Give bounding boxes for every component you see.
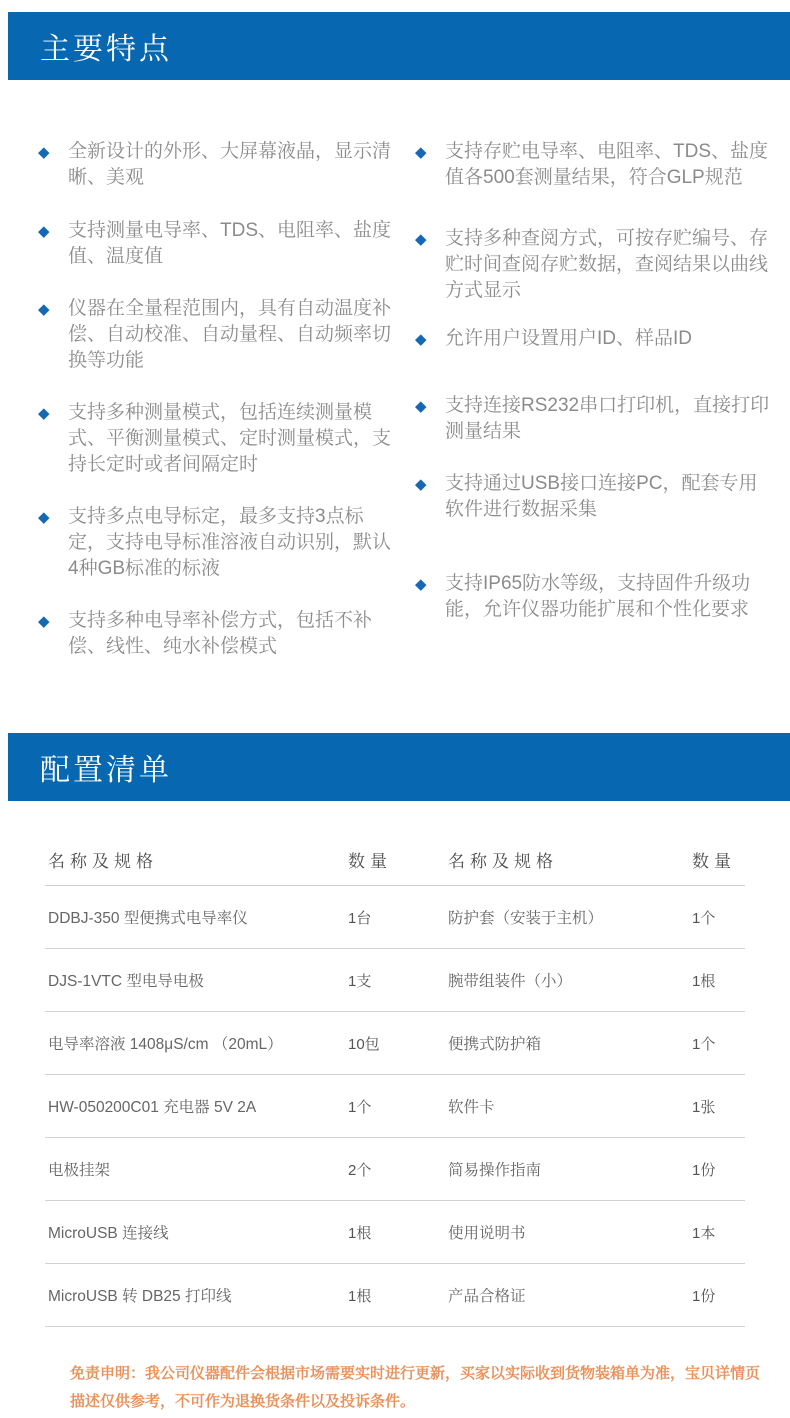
table-row xyxy=(45,1201,745,1264)
config-table xyxy=(45,833,745,1327)
feature-text: 支持多种电导率补偿方式，包括不补偿、线性、纯水补偿模式 xyxy=(68,610,373,657)
features-section-title: 主要特点 xyxy=(40,33,172,66)
item-qty: 1个 xyxy=(348,1098,372,1116)
table-row xyxy=(45,1012,745,1075)
disclaimer-text: 免责申明：我公司仪器配件会根据市场需要实时进行更新，买家以实际收到货物装箱单为准，宝贝详情页描述仅供参考，不可作为退换货条件以及投诉条件。 xyxy=(70,1365,761,1410)
features-column-left xyxy=(38,139,393,660)
feature-item xyxy=(415,471,770,523)
item-name: 电极挂架 xyxy=(48,1162,111,1179)
diamond-bullet-icon: ◆ xyxy=(415,476,427,493)
feature-text: 支持连接RS232串口打印机，直接打印测量结果 xyxy=(445,395,770,442)
features-list xyxy=(0,139,790,660)
diamond-bullet-icon: ◆ xyxy=(415,144,427,161)
item-name: 产品合格证 xyxy=(448,1288,526,1305)
item-qty: 1根 xyxy=(692,972,716,990)
item-name: 简易操作指南 xyxy=(448,1162,542,1179)
table-row xyxy=(45,1264,745,1327)
item-name: 便携式防护箱 xyxy=(448,1036,542,1053)
table-row xyxy=(45,949,745,1012)
feature-item xyxy=(38,218,393,270)
feature-text: 全新设计的外形、大屏幕液晶，显示清晰、美观 xyxy=(68,141,392,188)
table-row xyxy=(45,1075,745,1138)
diamond-bullet-icon: ◆ xyxy=(415,398,427,415)
item-qty: 1份 xyxy=(692,1161,716,1179)
feature-text: 允许用户设置用户ID、样品ID xyxy=(445,328,693,349)
item-qty: 1支 xyxy=(348,972,372,990)
features-column-right xyxy=(415,139,770,660)
diamond-bullet-icon: ◆ xyxy=(38,301,50,318)
config-section-banner xyxy=(8,733,790,801)
feature-text: 支持测量电导率、TDS、电阻率、盐度值、温度值 xyxy=(68,220,392,267)
feature-text: 支持存贮电导率、电阻率、TDS、盐度值各500套测量结果，符合GLP规范 xyxy=(445,141,769,188)
item-qty: 2个 xyxy=(348,1161,372,1179)
feature-text: 支持多点电导标定，最多支持3点标定，支持电导标准溶液自动识别，默认4种GB标准的标液 xyxy=(68,506,392,579)
feature-item xyxy=(415,571,770,623)
feature-text: 支持多种测量模式，包括连续测量模式、平衡测量模式、定时测量模式，支持长定时或者间隔定时 xyxy=(68,402,392,475)
item-qty: 1根 xyxy=(348,1224,372,1242)
diamond-bullet-icon: ◆ xyxy=(415,231,427,248)
item-qty: 1台 xyxy=(348,909,372,927)
feature-item xyxy=(415,139,770,191)
item-name: DDBJ-350 型便携式电导率仪 xyxy=(48,910,248,927)
diamond-bullet-icon: ◆ xyxy=(415,576,427,593)
item-name: HW-050200C01 充电器 5V 2A xyxy=(48,1099,257,1116)
features-section-banner xyxy=(8,12,790,80)
column-header-qty-right: 数量 xyxy=(692,851,736,871)
diamond-bullet-icon: ◆ xyxy=(38,144,50,161)
feature-item xyxy=(38,608,393,660)
item-qty: 1张 xyxy=(692,1098,716,1116)
item-name: MicroUSB 连接线 xyxy=(48,1225,169,1242)
column-header-name-right: 名称及规格 xyxy=(448,851,558,871)
feature-text: 支持通过USB接口连接PC，配套专用软件进行数据采集 xyxy=(445,473,758,520)
item-qty: 1份 xyxy=(692,1287,716,1305)
diamond-bullet-icon: ◆ xyxy=(38,405,50,422)
feature-item xyxy=(38,400,393,478)
item-qty: 1个 xyxy=(692,909,716,927)
table-row xyxy=(45,886,745,949)
feature-item xyxy=(415,326,770,353)
feature-item xyxy=(415,393,770,445)
column-header-name-left: 名称及规格 xyxy=(48,851,158,871)
feature-text: 支持多种查阅方式，可按存贮编号、存贮时间查阅存贮数据，查阅结果以曲线方式显示 xyxy=(445,228,769,301)
table-row xyxy=(45,1138,745,1201)
feature-item xyxy=(415,226,770,304)
feature-item xyxy=(38,139,393,191)
item-qty: 1本 xyxy=(692,1224,716,1242)
item-name: 防护套（安装于主机） xyxy=(448,910,604,927)
feature-item xyxy=(38,296,393,374)
item-name: MicroUSB 转 DB25 打印线 xyxy=(48,1288,232,1305)
item-name: 使用说明书 xyxy=(448,1225,526,1242)
item-qty: 10包 xyxy=(348,1035,380,1053)
feature-text: 支持IP65防水等级，支持固件升级功能，允许仪器功能扩展和个性化要求 xyxy=(445,573,751,620)
config-table-header-row xyxy=(45,833,745,886)
item-name: 软件卡 xyxy=(448,1099,495,1116)
diamond-bullet-icon: ◆ xyxy=(38,223,50,240)
item-name: 腕带组装件（小） xyxy=(448,973,573,990)
feature-item xyxy=(38,504,393,582)
config-section-title: 配置清单 xyxy=(40,754,172,787)
item-name: DJS-1VTC 型电导电极 xyxy=(48,973,204,990)
item-qty: 1个 xyxy=(692,1035,716,1053)
feature-text: 仪器在全量程范围内，具有自动温度补偿、自动校准、自动量程、自动频率切换等功能 xyxy=(68,298,392,371)
diamond-bullet-icon: ◆ xyxy=(38,509,50,526)
item-name: 电导率溶液 1408μS/cm （20mL） xyxy=(48,1036,283,1053)
column-header-qty-left: 数量 xyxy=(348,851,392,871)
diamond-bullet-icon: ◆ xyxy=(38,613,50,630)
diamond-bullet-icon: ◆ xyxy=(415,331,427,348)
item-qty: 1根 xyxy=(348,1287,372,1305)
